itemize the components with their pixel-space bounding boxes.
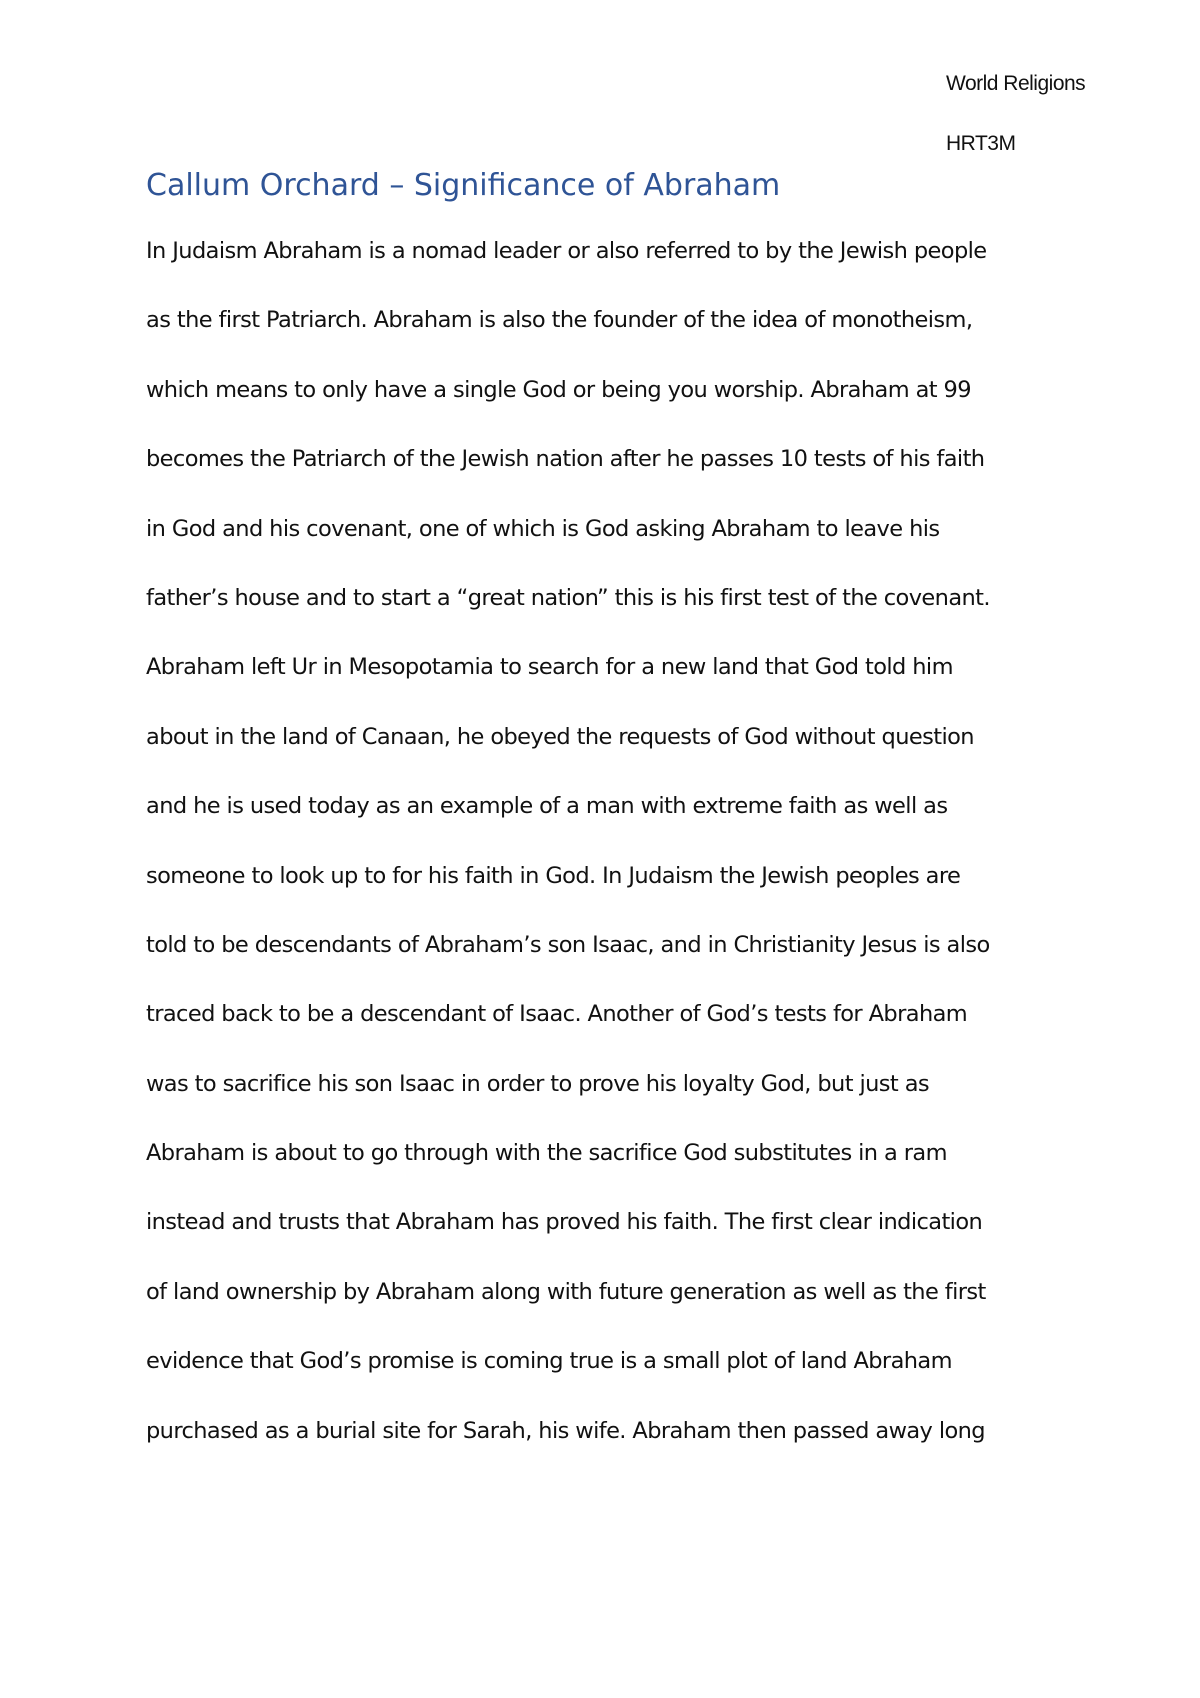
course-code: HRT3M — [946, 132, 1016, 155]
body-line: which means to only have a single God or being you worship. Abraham at 99 — [146, 376, 971, 403]
body-line: in God and his covenant, one of which is God asking Abraham to leave his — [146, 515, 940, 542]
body-line: and he is used today as an example of a man with extreme faith as well as — [146, 793, 948, 820]
body-line: as the first Patriarch. Abraham is also the founder of the idea of monotheism, — [146, 307, 973, 334]
body-line: instead and trusts that Abraham has proved his faith. The first clear indication — [146, 1209, 983, 1236]
course-name: World Religions — [946, 72, 1086, 95]
body-line: Abraham is about to go through with the sacrifice God substitutes in a ram — [146, 1140, 947, 1167]
body-line: traced back to be a descendant of Isaac. Another of God’s tests for Abraham — [146, 1001, 968, 1028]
body-line: was to sacrifice his son Isaac in order to prove his loyalty God, but just as — [146, 1070, 930, 1097]
body-line: about in the land of Canaan, he obeyed the requests of God without question — [146, 723, 974, 750]
document-title: Callum Orchard – Significance of Abraham — [146, 168, 781, 203]
body-line: becomes the Patriarch of the Jewish nation after he passes 10 tests of his faith — [146, 446, 985, 473]
body-line: purchased as a burial site for Sarah, his wife. Abraham then passed away long — [146, 1417, 985, 1444]
body-line: father’s house and to start a “great nation” this is his first test of the covenant. — [146, 584, 990, 611]
essay-body — [146, 236, 1106, 1485]
body-line: Abraham left Ur in Mesopotamia to search for a new land that God told him — [146, 654, 953, 681]
body-line: In Judaism Abraham is a nomad leader or also referred to by the Jewish people — [146, 238, 987, 264]
page-header — [946, 64, 1085, 184]
body-line: told to be descendants of Abraham’s son Isaac, and in Christianity Jesus is also — [146, 931, 990, 958]
body-line: someone to look up to for his faith in God. In Judaism the Jewish peoples are — [146, 862, 961, 889]
body-line: of land ownership by Abraham along with future generation as well as the first — [146, 1278, 986, 1305]
body-line: evidence that God’s promise is coming true is a small plot of land Abraham — [146, 1348, 952, 1375]
